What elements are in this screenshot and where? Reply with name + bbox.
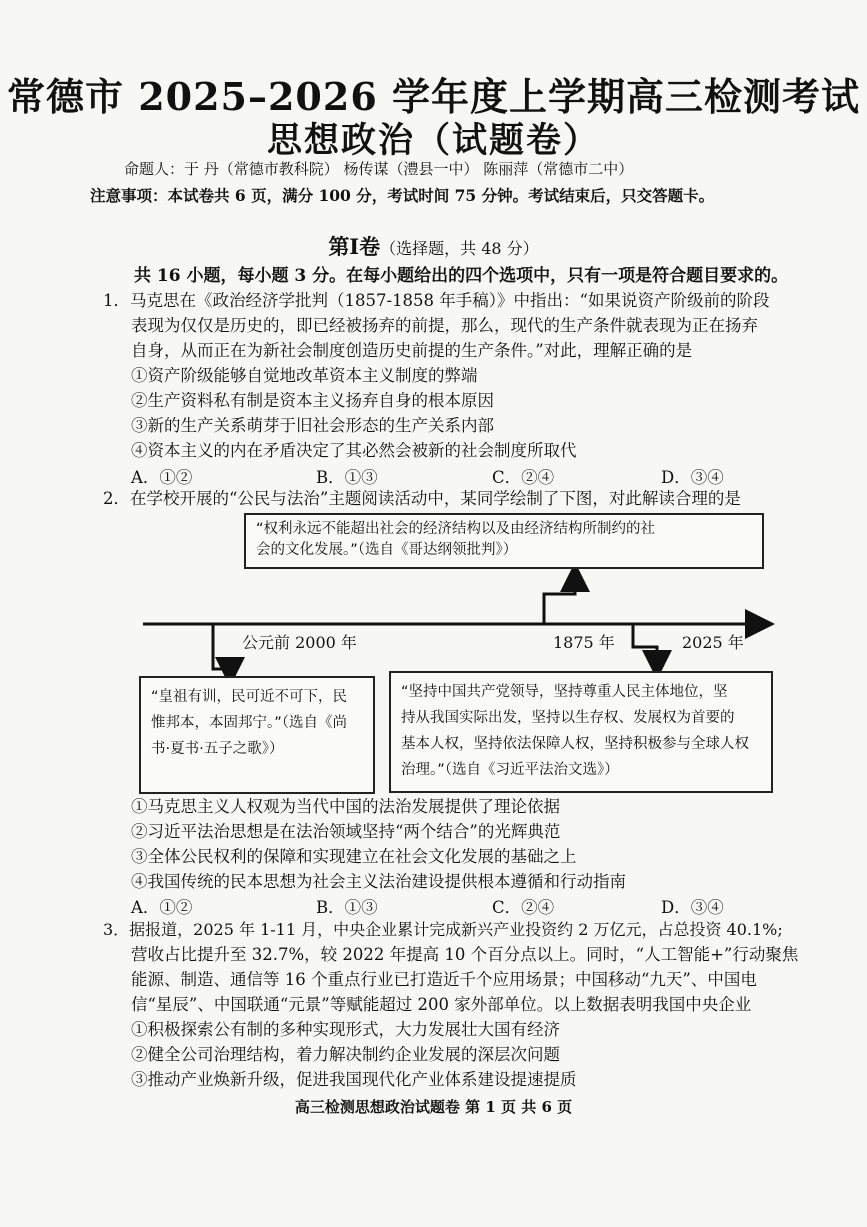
q3-statement: ①积极探索公有制的多种实现形式，大力发展壮大国有经济 — [131, 1020, 560, 1039]
q2-stem: 2．在学校开展的“公民与法治”主题阅读活动中，某同学绘制了下图，对此解读合理的是 — [103, 489, 741, 508]
timeline-label-1875: 1875 年 — [553, 633, 615, 652]
arrow-to-right-box — [633, 624, 657, 665]
q1-option-a: A．①② — [131, 468, 193, 487]
q3-stem-line: 能源、制造、通信等 16 个重点行业已打造近千个应用场景；中国移动“九天”、中国电 — [131, 970, 757, 989]
arrow-to-top-box — [544, 577, 575, 624]
q2-statement: ④我国传统的民本思想为社会主义法治建设提供根本遵循和行动指南 — [131, 872, 626, 891]
quote-box-xi-rule-of-law — [389, 671, 773, 793]
quote-line: 持从我国实际出发，坚持以生存权、发展权为首要的 — [401, 710, 735, 726]
q3-stem-line: 3．据报道，2025 年 1-11 月，中央企业累计完成新兴产业投资约 2 万亿元，占总投资 40.1%; — [103, 920, 783, 939]
q2-statement: ②习近平法治思想是在法治领域坚持“两个结合”的光辉典范 — [131, 822, 561, 841]
q3-statement: ②健全公司治理结构，着力解决制约企业发展的深层次问题 — [131, 1045, 560, 1064]
section-title-main: 第Ⅰ卷 — [328, 234, 381, 259]
quote-line: “皇祖有训，民可近不可下，民 — [151, 689, 348, 705]
quote-line: 惟邦本，本固邦宁。”（选自《尚 — [151, 715, 348, 731]
section-title-note: （选择题，共 48 分） — [380, 239, 539, 258]
q2-statement: ③全体公民权利的保障和实现建立在社会文化发展的基础之上 — [131, 847, 577, 866]
notice-line: 注意事项：本试卷共 6 页，满分 100 分，考试时间 75 分钟。考试结束后，只交答题卡。 — [90, 186, 715, 205]
q3-statement: ③推动产业焕新升级，促进我国现代化产业体系建设提速提质 — [131, 1070, 577, 1089]
quote-box-critique-gotha — [244, 513, 764, 569]
arrow-to-left-box — [213, 624, 230, 669]
q2-option-a: A．①② — [131, 898, 193, 917]
quote-line: 书·夏书·五子之歌》） — [151, 741, 284, 757]
q1-stem-line: 1．马克思在《政治经济学批判（1857-1858 年手稿）》中指出：“如果说资产阶级前的阶段 — [103, 291, 770, 310]
q1-statement: ①资产阶级能够自觉地改革资本主义制度的弊端 — [131, 366, 478, 385]
quote-line: “权利永远不能超出社会的经济结构以及由经济结构所制约的社 — [256, 521, 656, 537]
exam-subtitle: 思想政治（试题卷） — [266, 120, 600, 161]
q2-option-b: B．①③ — [316, 898, 378, 917]
q1-stem-line: 表现为仅仅是历史的，即已经被扬弃的前提，那么，现代的生产条件就表现为正在扬弃 — [131, 316, 758, 335]
q3-stem-line: 信“星辰”、中国联通“元景”等赋能超过 200 家外部单位。以上数据表明我国中央企业 — [131, 995, 752, 1014]
q2-option-c: C．②④ — [492, 898, 555, 917]
q1-option-d: D．③④ — [661, 468, 724, 487]
q3-stem-line: 营收占比提升至 32.7%，较 2022 年提高 10 个百分点以上。同时，“人工智能+”行动聚焦 — [131, 945, 799, 964]
q2-option-d: D．③④ — [661, 898, 724, 917]
section-instruction: 共 16 小题，每小题 3 分。在每小题给出的四个选项中，只有一项是符合题目要求的。 — [134, 266, 789, 286]
page-footer: 高三检测思想政治试题卷 第 1 页 共 6 页 — [294, 1098, 573, 1116]
q1-option-b: B．①③ — [316, 468, 378, 487]
q2-statement: ①马克思主义人权观为当代中国的法治发展提供了理论依据 — [131, 797, 560, 816]
quote-line: “坚持中国共产党领导，坚持尊重人民主体地位，坚 — [401, 684, 728, 700]
q1-stem-line: 自身，从而正在为新社会制度创造历史前提的生产条件。”对此，理解正确的是 — [131, 341, 693, 360]
q1-statement: ②生产资料私有制是资本主义扬弃自身的根本原因 — [131, 391, 494, 410]
quote-line: 基本人权，坚持依法保障人权，坚持积极参与全球人权 — [401, 736, 749, 752]
quote-line: 治理。”（选自《习近平法治文选》） — [401, 762, 619, 778]
exam-title: 常德市 2025–2026 学年度上学期高三检测考试 — [7, 74, 860, 119]
timeline-label-2000bc: 公元前 2000 年 — [242, 633, 357, 652]
quote-line: 会的文化发展。”（选自《哥达纲领批判》） — [256, 542, 518, 558]
timeline-label-2025: 2025 年 — [682, 633, 744, 652]
authors-line: 命题人：于 丹（常德市教科院） 杨传谋（澧县一中） 陈丽萍（常德市二中） — [124, 160, 634, 178]
q1-option-c: C．②④ — [492, 468, 555, 487]
quote-box-shangshu — [139, 676, 375, 794]
q1-statement: ④资本主义的内在矛盾决定了其必然会被新的社会制度所取代 — [131, 441, 577, 460]
q1-statement: ③新的生产关系萌芽于旧社会形态的生产关系内部 — [131, 416, 494, 435]
